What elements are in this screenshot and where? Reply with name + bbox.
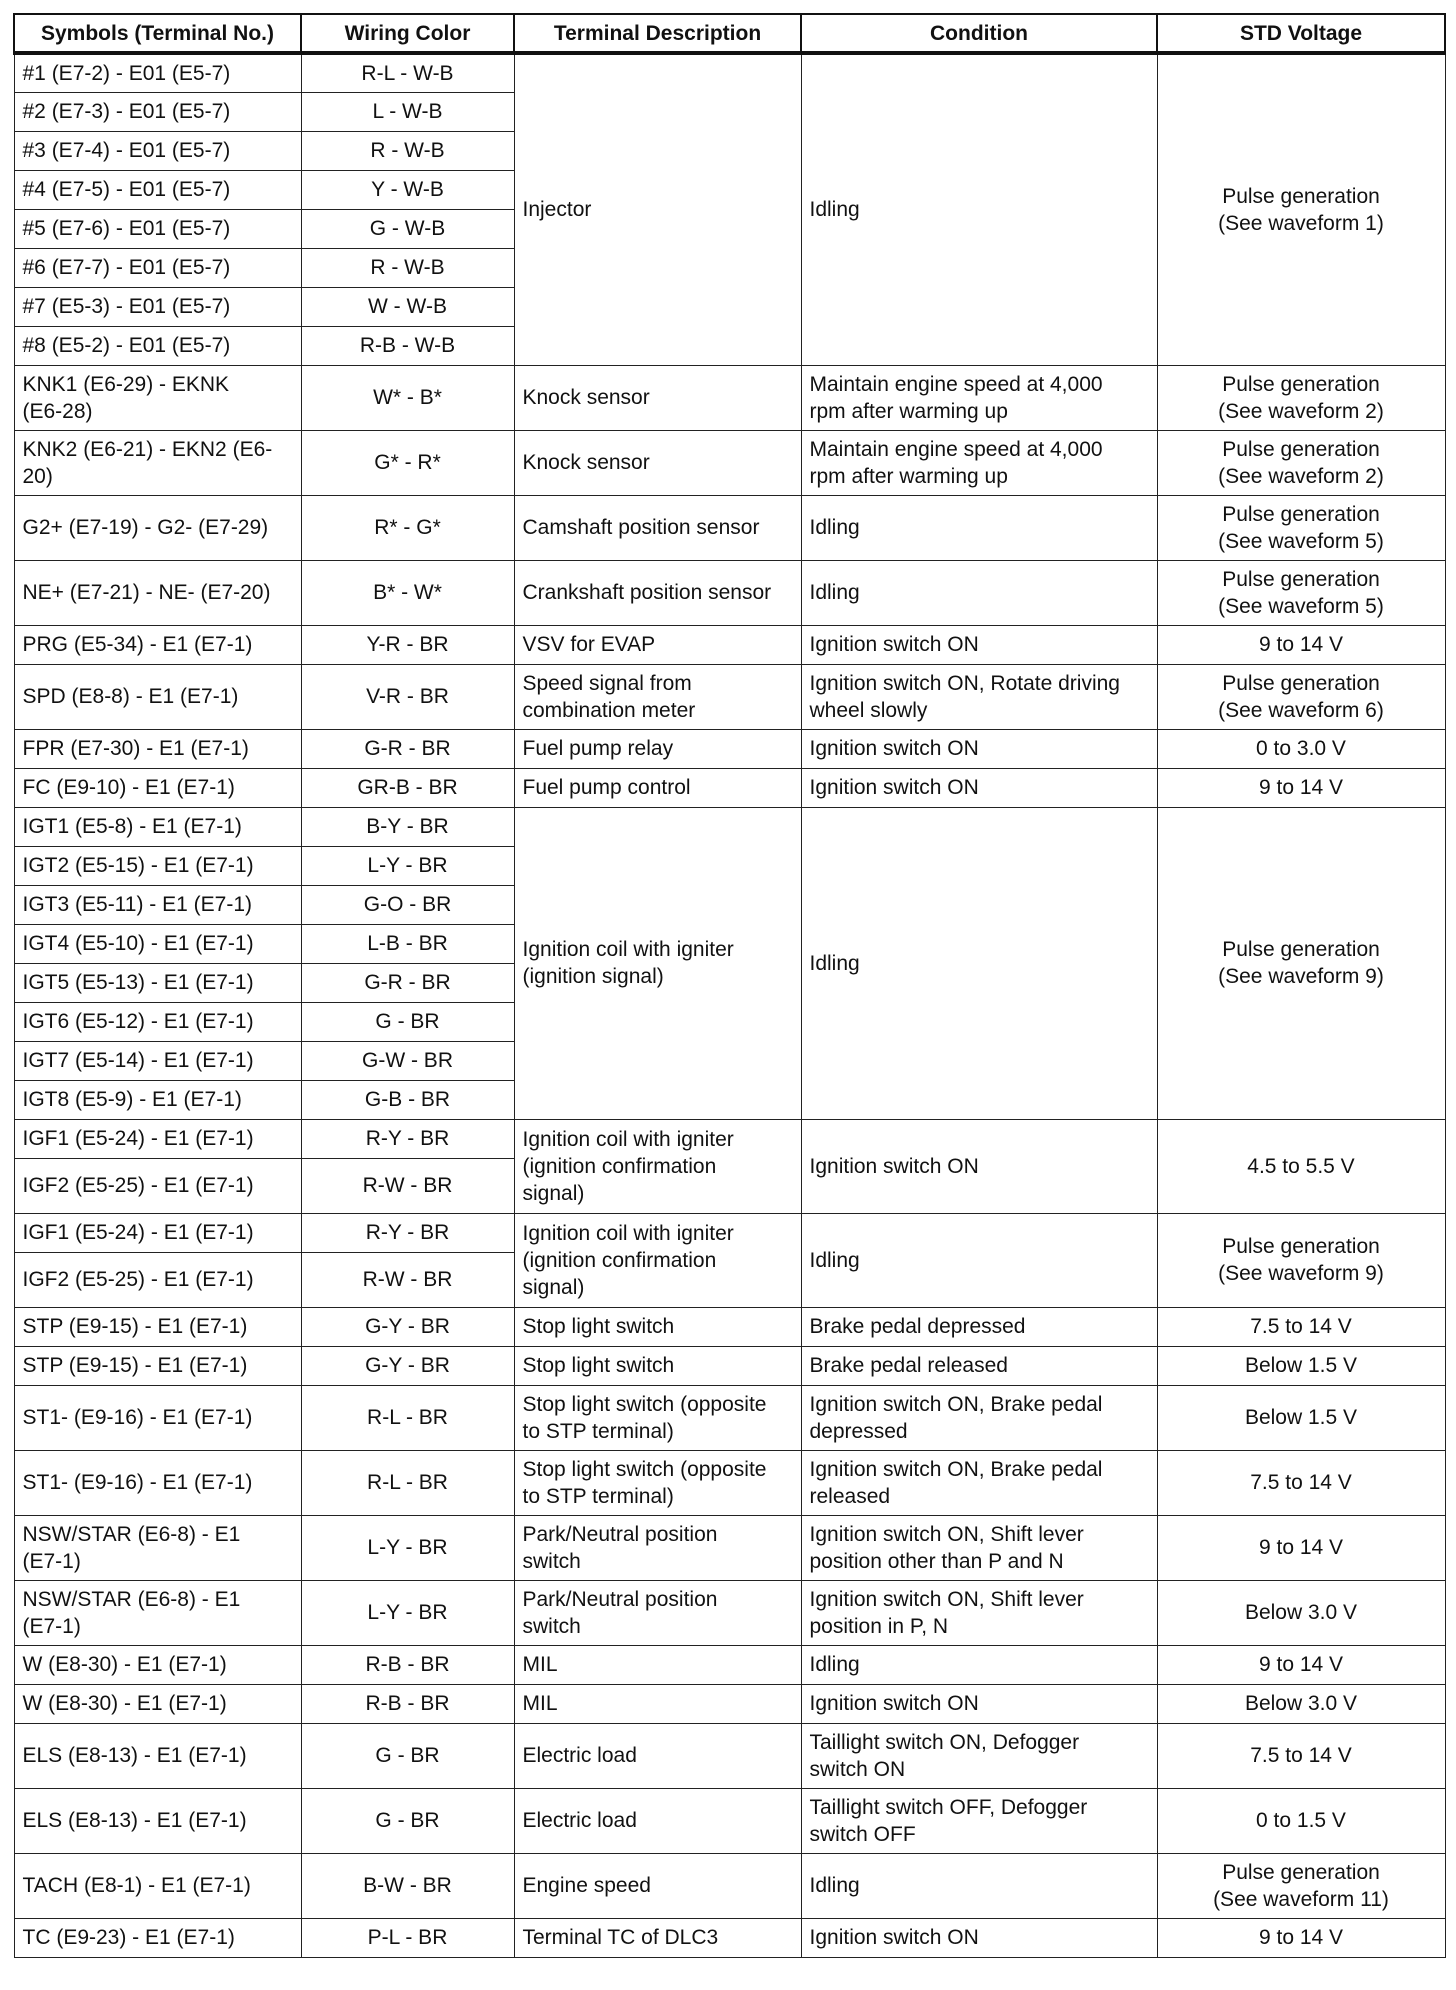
condition-cell: Ignition switch ON — [801, 1684, 1157, 1723]
terminal-description-cell: Ignition coil with igniter (ignition confirmation signal) — [514, 1119, 801, 1213]
terminal-description-cell: Ignition coil with igniter (ignition confirmation signal) — [514, 1213, 801, 1307]
condition-cell: Maintain engine speed at 4,000 rpm after warming up — [801, 365, 1157, 430]
table-row — [14, 1450, 1445, 1515]
terminal-symbol-cell: #6 (E7-7) - E01 (E5-7) — [14, 248, 301, 287]
terminal-symbol-cell: TACH (E8-1) - E1 (E7-1) — [14, 1853, 301, 1918]
terminal-symbol-cell: IGF1 (E5-24) - E1 (E7-1) — [14, 1119, 301, 1158]
table-row — [14, 1645, 1445, 1684]
terminal-symbol-cell: KNK2 (E6-21) - EKN2 (E6- 20) — [14, 430, 301, 495]
terminal-symbol-cell: STP (E9-15) - E1 (E7-1) — [14, 1346, 301, 1385]
table-row — [14, 729, 1445, 768]
table-row — [14, 768, 1445, 807]
table-row — [14, 1853, 1445, 1918]
condition-cell: Ignition switch ON, Rotate driving wheel slowly — [801, 664, 1157, 729]
terminal-symbol-cell: #8 (E5-2) - E01 (E5-7) — [14, 326, 301, 365]
terminal-description-cell: Stop light switch — [514, 1307, 801, 1346]
wiring-color-cell: R-B - BR — [301, 1645, 514, 1684]
wiring-color-cell: G - BR — [301, 1788, 514, 1853]
header-terminal-description: Terminal Description — [514, 14, 801, 53]
condition-cell: Brake pedal released — [801, 1346, 1157, 1385]
wiring-color-cell: L - W-B — [301, 92, 514, 131]
terminal-symbol-cell: NSW/STAR (E6-8) - E1 (E7-1) — [14, 1580, 301, 1645]
table-row — [14, 1788, 1445, 1853]
table-row — [14, 495, 1445, 560]
terminal-symbol-cell: ST1- (E9-16) - E1 (E7-1) — [14, 1450, 301, 1515]
wiring-color-cell: G-B - BR — [301, 1080, 514, 1119]
terminal-symbol-cell: IGT5 (E5-13) - E1 (E7-1) — [14, 963, 301, 1002]
terminal-voltage-table-sheet — [13, 13, 1444, 1958]
wiring-color-cell: V-R - BR — [301, 664, 514, 729]
condition-cell: Ignition switch ON, Shift lever position other than P and N — [801, 1515, 1157, 1580]
terminal-symbol-cell: FC (E9-10) - E1 (E7-1) — [14, 768, 301, 807]
std-voltage-cell: 0 to 1.5 V — [1157, 1788, 1445, 1853]
table-row — [14, 430, 1445, 495]
wiring-color-cell: B* - W* — [301, 560, 514, 625]
terminal-symbol-cell: IGF2 (E5-25) - E1 (E7-1) — [14, 1158, 301, 1213]
terminal-description-cell: Crankshaft position sensor — [514, 560, 801, 625]
wiring-color-cell: GR-B - BR — [301, 768, 514, 807]
std-voltage-cell: Below 3.0 V — [1157, 1684, 1445, 1723]
condition-cell: Idling — [801, 1645, 1157, 1684]
condition-cell: Idling — [801, 53, 1157, 365]
terminal-symbol-cell: ELS (E8-13) - E1 (E7-1) — [14, 1723, 301, 1788]
terminal-symbol-cell: PRG (E5-34) - E1 (E7-1) — [14, 625, 301, 664]
std-voltage-cell: Pulse generation (See waveform 2) — [1157, 365, 1445, 430]
condition-cell: Ignition switch ON, Brake pedal depressed — [801, 1385, 1157, 1450]
std-voltage-cell: Below 1.5 V — [1157, 1385, 1445, 1450]
terminal-description-cell: Speed signal from combination meter — [514, 664, 801, 729]
terminal-description-cell: Stop light switch (opposite to STP terminal) — [514, 1385, 801, 1450]
terminal-symbol-cell: SPD (E8-8) - E1 (E7-1) — [14, 664, 301, 729]
terminal-symbol-cell: STP (E9-15) - E1 (E7-1) — [14, 1307, 301, 1346]
condition-cell: Ignition switch ON — [801, 625, 1157, 664]
wiring-color-cell: B-Y - BR — [301, 807, 514, 846]
terminal-symbol-cell: G2+ (E7-19) - G2- (E7-29) — [14, 495, 301, 560]
terminal-description-cell: Electric load — [514, 1723, 801, 1788]
table-body — [14, 53, 1445, 1957]
terminal-symbol-cell: IGF1 (E5-24) - E1 (E7-1) — [14, 1213, 301, 1252]
wiring-color-cell: G-Y - BR — [301, 1346, 514, 1385]
table-row — [14, 1213, 1445, 1252]
terminal-description-cell: Park/Neutral position switch — [514, 1580, 801, 1645]
table-row — [14, 664, 1445, 729]
wiring-color-cell: G - W-B — [301, 209, 514, 248]
wiring-color-cell: R-L - BR — [301, 1385, 514, 1450]
terminal-description-cell: Electric load — [514, 1788, 801, 1853]
wiring-color-cell: L-Y - BR — [301, 846, 514, 885]
table-row — [14, 1119, 1445, 1158]
table-row — [14, 625, 1445, 664]
wiring-color-cell: R-B - BR — [301, 1684, 514, 1723]
terminal-symbol-cell: W (E8-30) - E1 (E7-1) — [14, 1684, 301, 1723]
wiring-color-cell: L-Y - BR — [301, 1515, 514, 1580]
std-voltage-cell: Pulse generation (See waveform 5) — [1157, 495, 1445, 560]
std-voltage-cell: 0 to 3.0 V — [1157, 729, 1445, 768]
terminal-symbol-cell: #5 (E7-6) - E01 (E5-7) — [14, 209, 301, 248]
wiring-color-cell: G* - R* — [301, 430, 514, 495]
terminal-symbol-cell: IGT7 (E5-14) - E1 (E7-1) — [14, 1041, 301, 1080]
terminal-symbol-cell: IGF2 (E5-25) - E1 (E7-1) — [14, 1252, 301, 1307]
condition-cell: Ignition switch ON — [801, 768, 1157, 807]
wiring-color-cell: L-Y - BR — [301, 1580, 514, 1645]
std-voltage-cell: Pulse generation (See waveform 9) — [1157, 1213, 1445, 1307]
terminal-description-cell: Stop light switch (opposite to STP terminal) — [514, 1450, 801, 1515]
terminal-symbol-cell: #2 (E7-3) - E01 (E5-7) — [14, 92, 301, 131]
terminal-symbol-cell: IGT2 (E5-15) - E1 (E7-1) — [14, 846, 301, 885]
wiring-color-cell: R-L - BR — [301, 1450, 514, 1515]
terminal-description-cell: Engine speed — [514, 1853, 801, 1918]
wiring-color-cell: G-O - BR — [301, 885, 514, 924]
wiring-color-cell: Y - W-B — [301, 170, 514, 209]
terminal-symbol-cell: TC (E9-23) - E1 (E7-1) — [14, 1918, 301, 1957]
terminal-description-cell: Stop light switch — [514, 1346, 801, 1385]
wiring-color-cell: R - W-B — [301, 131, 514, 170]
table-header — [14, 14, 1445, 53]
condition-cell: Idling — [801, 1853, 1157, 1918]
condition-cell: Idling — [801, 807, 1157, 1119]
std-voltage-cell: 9 to 14 V — [1157, 625, 1445, 664]
wiring-color-cell: G - BR — [301, 1002, 514, 1041]
table-row — [14, 1684, 1445, 1723]
wiring-color-cell: R-Y - BR — [301, 1119, 514, 1158]
condition-cell: Ignition switch ON, Shift lever position in P, N — [801, 1580, 1157, 1645]
wiring-color-cell: G - BR — [301, 1723, 514, 1788]
wiring-color-cell: L-B - BR — [301, 924, 514, 963]
header-row — [14, 14, 1445, 53]
std-voltage-cell: 9 to 14 V — [1157, 1645, 1445, 1684]
terminal-symbol-cell: IGT6 (E5-12) - E1 (E7-1) — [14, 1002, 301, 1041]
table-row — [14, 53, 1445, 92]
terminal-description-cell: VSV for EVAP — [514, 625, 801, 664]
table-row — [14, 1385, 1445, 1450]
std-voltage-cell: Pulse generation (See waveform 6) — [1157, 664, 1445, 729]
wiring-color-cell: Y-R - BR — [301, 625, 514, 664]
condition-cell: Taillight switch OFF, Defogger switch OFF — [801, 1788, 1157, 1853]
terminal-symbol-cell: KNK1 (E6-29) - EKNK (E6-28) — [14, 365, 301, 430]
wiring-color-cell: R-W - BR — [301, 1158, 514, 1213]
terminal-symbol-cell: IGT8 (E5-9) - E1 (E7-1) — [14, 1080, 301, 1119]
std-voltage-cell: 7.5 to 14 V — [1157, 1450, 1445, 1515]
terminal-description-cell: Knock sensor — [514, 430, 801, 495]
std-voltage-cell: 9 to 14 V — [1157, 1918, 1445, 1957]
terminal-symbol-cell: FPR (E7-30) - E1 (E7-1) — [14, 729, 301, 768]
terminal-symbol-cell: NE+ (E7-21) - NE- (E7-20) — [14, 560, 301, 625]
wiring-color-cell: R - W-B — [301, 248, 514, 287]
header-wiring-color: Wiring Color — [301, 14, 514, 53]
condition-cell: Ignition switch ON — [801, 1918, 1157, 1957]
wiring-color-cell: G-R - BR — [301, 729, 514, 768]
std-voltage-cell: Pulse generation (See waveform 1) — [1157, 53, 1445, 365]
std-voltage-cell: 7.5 to 14 V — [1157, 1307, 1445, 1346]
std-voltage-cell: Pulse generation (See waveform 9) — [1157, 807, 1445, 1119]
std-voltage-cell: Below 1.5 V — [1157, 1346, 1445, 1385]
table-row — [14, 807, 1445, 846]
terminal-description-cell: Terminal TC of DLC3 — [514, 1918, 801, 1957]
wiring-color-cell: R-Y - BR — [301, 1213, 514, 1252]
header-condition: Condition — [801, 14, 1157, 53]
condition-cell: Idling — [801, 560, 1157, 625]
wiring-color-cell: W - W-B — [301, 287, 514, 326]
terminal-symbol-cell: W (E8-30) - E1 (E7-1) — [14, 1645, 301, 1684]
terminal-description-cell: Camshaft position sensor — [514, 495, 801, 560]
std-voltage-cell: 9 to 14 V — [1157, 1515, 1445, 1580]
std-voltage-cell: 9 to 14 V — [1157, 768, 1445, 807]
wiring-color-cell: R-L - W-B — [301, 53, 514, 92]
condition-cell: Idling — [801, 1213, 1157, 1307]
condition-cell: Ignition switch ON — [801, 1119, 1157, 1213]
terminal-description-cell: Fuel pump relay — [514, 729, 801, 768]
wiring-color-cell: B-W - BR — [301, 1853, 514, 1918]
terminal-symbol-cell: #3 (E7-4) - E01 (E5-7) — [14, 131, 301, 170]
wiring-color-cell: G-W - BR — [301, 1041, 514, 1080]
terminal-description-cell: Knock sensor — [514, 365, 801, 430]
condition-cell: Ignition switch ON, Brake pedal released — [801, 1450, 1157, 1515]
std-voltage-cell: 7.5 to 14 V — [1157, 1723, 1445, 1788]
table-row — [14, 560, 1445, 625]
wiring-color-cell: G-Y - BR — [301, 1307, 514, 1346]
wiring-color-cell: G-R - BR — [301, 963, 514, 1002]
terminal-symbol-cell: IGT4 (E5-10) - E1 (E7-1) — [14, 924, 301, 963]
terminal-description-cell: MIL — [514, 1645, 801, 1684]
header-symbols: Symbols (Terminal No.) — [14, 14, 301, 53]
std-voltage-cell: 4.5 to 5.5 V — [1157, 1119, 1445, 1213]
condition-cell: Maintain engine speed at 4,000 rpm after warming up — [801, 430, 1157, 495]
table-row — [14, 1515, 1445, 1580]
table-row — [14, 1723, 1445, 1788]
condition-cell: Brake pedal depressed — [801, 1307, 1157, 1346]
table-row — [14, 1307, 1445, 1346]
terminal-description-cell: Park/Neutral position switch — [514, 1515, 801, 1580]
wiring-color-cell: W* - B* — [301, 365, 514, 430]
wiring-color-cell: R-B - W-B — [301, 326, 514, 365]
terminal-description-cell: Fuel pump control — [514, 768, 801, 807]
terminal-symbol-cell: NSW/STAR (E6-8) - E1 (E7-1) — [14, 1515, 301, 1580]
terminal-symbol-cell: #4 (E7-5) - E01 (E5-7) — [14, 170, 301, 209]
std-voltage-cell: Pulse generation (See waveform 2) — [1157, 430, 1445, 495]
condition-cell: Idling — [801, 495, 1157, 560]
terminal-symbol-cell: #1 (E7-2) - E01 (E5-7) — [14, 53, 301, 92]
terminal-symbol-cell: ELS (E8-13) - E1 (E7-1) — [14, 1788, 301, 1853]
table-row — [14, 365, 1445, 430]
table-row — [14, 1346, 1445, 1385]
terminal-description-cell: MIL — [514, 1684, 801, 1723]
terminal-symbol-cell: #7 (E5-3) - E01 (E5-7) — [14, 287, 301, 326]
std-voltage-cell: Below 3.0 V — [1157, 1580, 1445, 1645]
table-row — [14, 1580, 1445, 1645]
table-row — [14, 1918, 1445, 1957]
terminal-symbol-cell: IGT3 (E5-11) - E1 (E7-1) — [14, 885, 301, 924]
terminal-description-cell: Ignition coil with igniter (ignition signal) — [514, 807, 801, 1119]
header-std-voltage: STD Voltage — [1157, 14, 1445, 53]
wiring-color-cell: R-W - BR — [301, 1252, 514, 1307]
terminal-description-cell: Injector — [514, 53, 801, 365]
terminal-symbol-cell: IGT1 (E5-8) - E1 (E7-1) — [14, 807, 301, 846]
terminal-symbol-cell: ST1- (E9-16) - E1 (E7-1) — [14, 1385, 301, 1450]
std-voltage-cell: Pulse generation (See waveform 11) — [1157, 1853, 1445, 1918]
condition-cell: Taillight switch ON, Defogger switch ON — [801, 1723, 1157, 1788]
wiring-color-cell: R* - G* — [301, 495, 514, 560]
wiring-color-cell: P-L - BR — [301, 1918, 514, 1957]
condition-cell: Ignition switch ON — [801, 729, 1157, 768]
terminal-voltage-table — [13, 13, 1446, 1958]
std-voltage-cell: Pulse generation (See waveform 5) — [1157, 560, 1445, 625]
